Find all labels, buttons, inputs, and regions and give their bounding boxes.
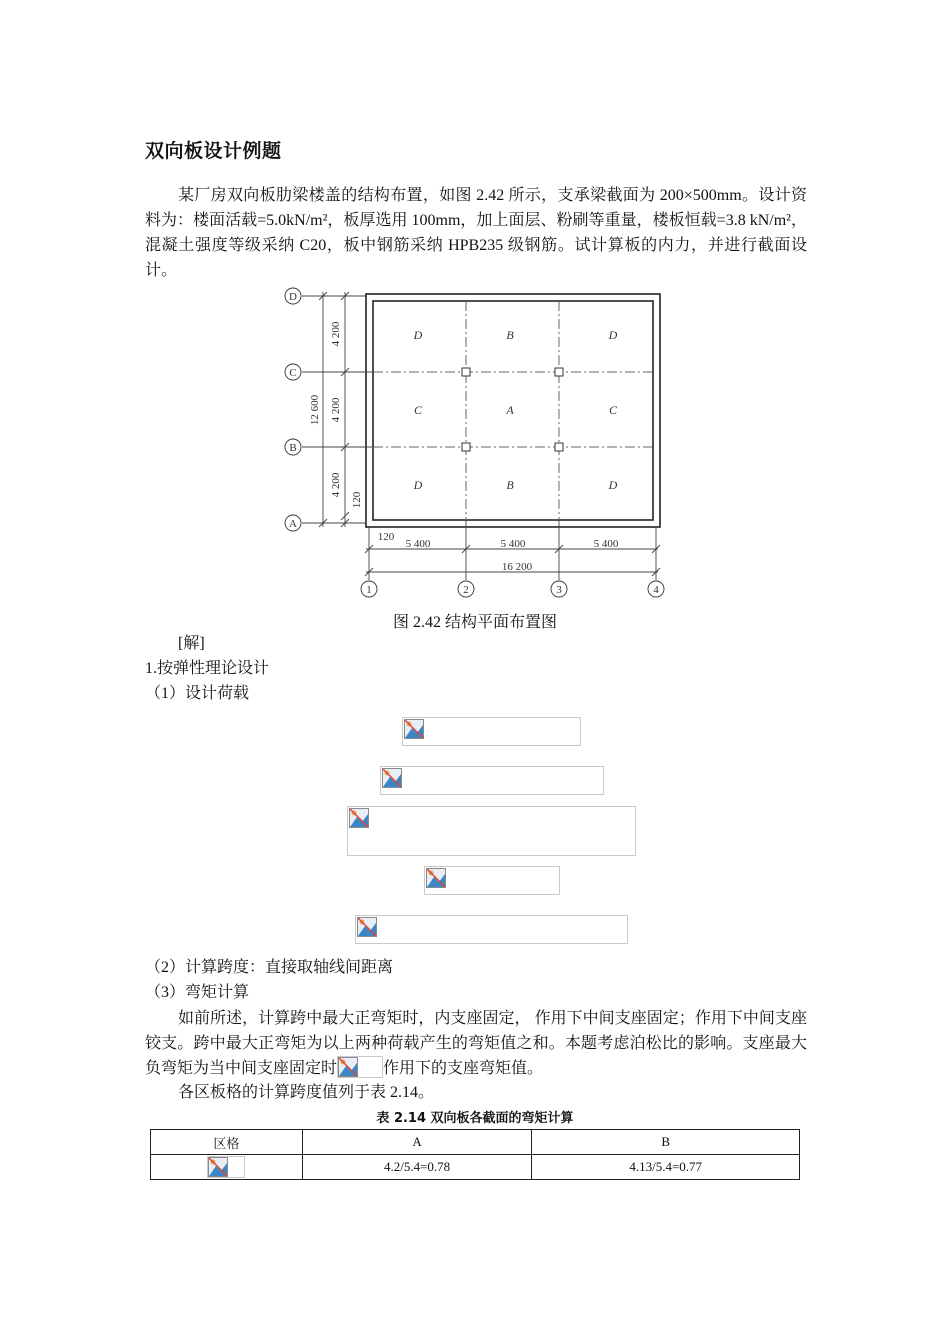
section-heading-1: 1.按弹性理论设计: [145, 660, 270, 677]
moment-text-b: 作用下的支座弯矩值。: [383, 1060, 544, 1077]
table-header-row: [151, 1130, 800, 1155]
moment-text-a: 如前所述，计算跨中最大正弯矩时，内支座固定， 作用下中间支座固定；作用下中间支座铰支。跨中最大正弯矩为以上两种荷载产生的弯矩值之和。本题考虑泊松比的影响。支座最大负弯矩为当中间支座固定时: [145, 1010, 807, 1077]
axis-label: C: [289, 367, 297, 379]
row-axis-bubbles: [285, 288, 301, 531]
broken-image-icon: [349, 808, 369, 828]
broken-image-icon: [338, 1057, 358, 1077]
bottom-dim-label: 5 400: [593, 538, 619, 550]
panel-label: B: [506, 478, 514, 492]
subsection-heading-3: （3）弯矩计算: [145, 984, 250, 1001]
axis-label: 2: [463, 584, 469, 596]
subsection-heading-2: （2）计算跨度：直接取轴线间距离: [145, 959, 394, 976]
table-caption: 表 2.14 双向板各截面的弯矩计算: [376, 1111, 574, 1126]
bottom-dim-label: 5 400: [405, 538, 431, 550]
inline-formula-image: [207, 1156, 245, 1178]
panel-labels: [413, 328, 618, 492]
formula-image: [424, 866, 560, 895]
left-dim-label: 4 200: [330, 472, 342, 498]
formula-image: [380, 766, 604, 795]
axis-label: 4: [653, 584, 659, 596]
table-header-cell: B: [532, 1130, 800, 1155]
row-axis-labels: [289, 291, 297, 530]
formula-image: [355, 915, 628, 944]
table-cell: 4.13/5.4=0.77: [532, 1155, 800, 1180]
table-header-cell: A: [302, 1130, 532, 1155]
formula-image: [402, 717, 581, 746]
table-cell: 4.2/5.4=0.78: [302, 1155, 532, 1180]
panel-label: C: [413, 403, 423, 417]
figure-caption: 图 2.42 结构平面布置图: [392, 614, 557, 631]
broken-image-icon: [357, 917, 377, 937]
panel-label: D: [608, 328, 618, 342]
structure-plan-figure: [280, 282, 675, 602]
intro-paragraph: 某厂房双向板肋梁楼盖的结构布置，如图 2.42 所示，支承梁截面为 200×500mm。设计资料为：楼面活载=5.0kN/m²，板厚选用 100mm，加上面层、粉刷等重量，楼板恒载=3.8 kN/m²，混凝土强度等级采纳 C20，板中钢筋采纳 HPB235 级钢筋。试计算板的内力，并进行截面设计。: [145, 187, 807, 279]
left-dim-label: 4 200: [330, 397, 342, 423]
broken-image-icon: [382, 768, 402, 788]
left-dim-label: 120: [351, 491, 363, 509]
broken-image-icon: [208, 1157, 228, 1177]
table-row: [151, 1155, 800, 1180]
moment-table: [150, 1129, 800, 1180]
table-header-cell: 区格: [151, 1130, 303, 1155]
panel-label: B: [506, 328, 514, 342]
formula-image: [347, 806, 636, 856]
table-cell: [151, 1155, 303, 1180]
moment-paragraph: [145, 1006, 807, 1081]
axis-label: A: [289, 518, 297, 530]
left-total-label: 12 600: [309, 394, 321, 426]
axis-label: 1: [366, 584, 372, 596]
broken-image-icon: [404, 719, 424, 739]
bottom-dim-label: 5 400: [500, 538, 526, 550]
broken-image-icon: [426, 868, 446, 888]
left-dim-label: 4 200: [330, 321, 342, 347]
panel-label: D: [413, 478, 423, 492]
col-axis-labels: [366, 584, 659, 596]
inline-formula-image: [337, 1056, 383, 1078]
panel-label: C: [608, 403, 618, 417]
axis-label: 3: [556, 584, 562, 596]
subsection-heading-1: （1）设计荷载: [145, 685, 250, 702]
table-reference-paragraph: 各区板格的计算跨度值列于表 2.14。: [178, 1084, 435, 1101]
bottom-dimension-labels: [378, 531, 619, 573]
bottom-dim-label: 120: [377, 531, 395, 543]
panel-label: D: [608, 478, 618, 492]
col-axis-bubbles: [361, 581, 664, 597]
axis-label: D: [289, 291, 297, 303]
panel-label: A: [506, 403, 514, 417]
page-title: 双向板设计例题: [145, 140, 282, 162]
panel-label: D: [413, 328, 423, 342]
solution-label: [解]: [178, 635, 205, 652]
axis-label: B: [289, 442, 297, 454]
left-dimension-labels: [309, 321, 363, 508]
bottom-total-label: 16 200: [501, 561, 533, 573]
